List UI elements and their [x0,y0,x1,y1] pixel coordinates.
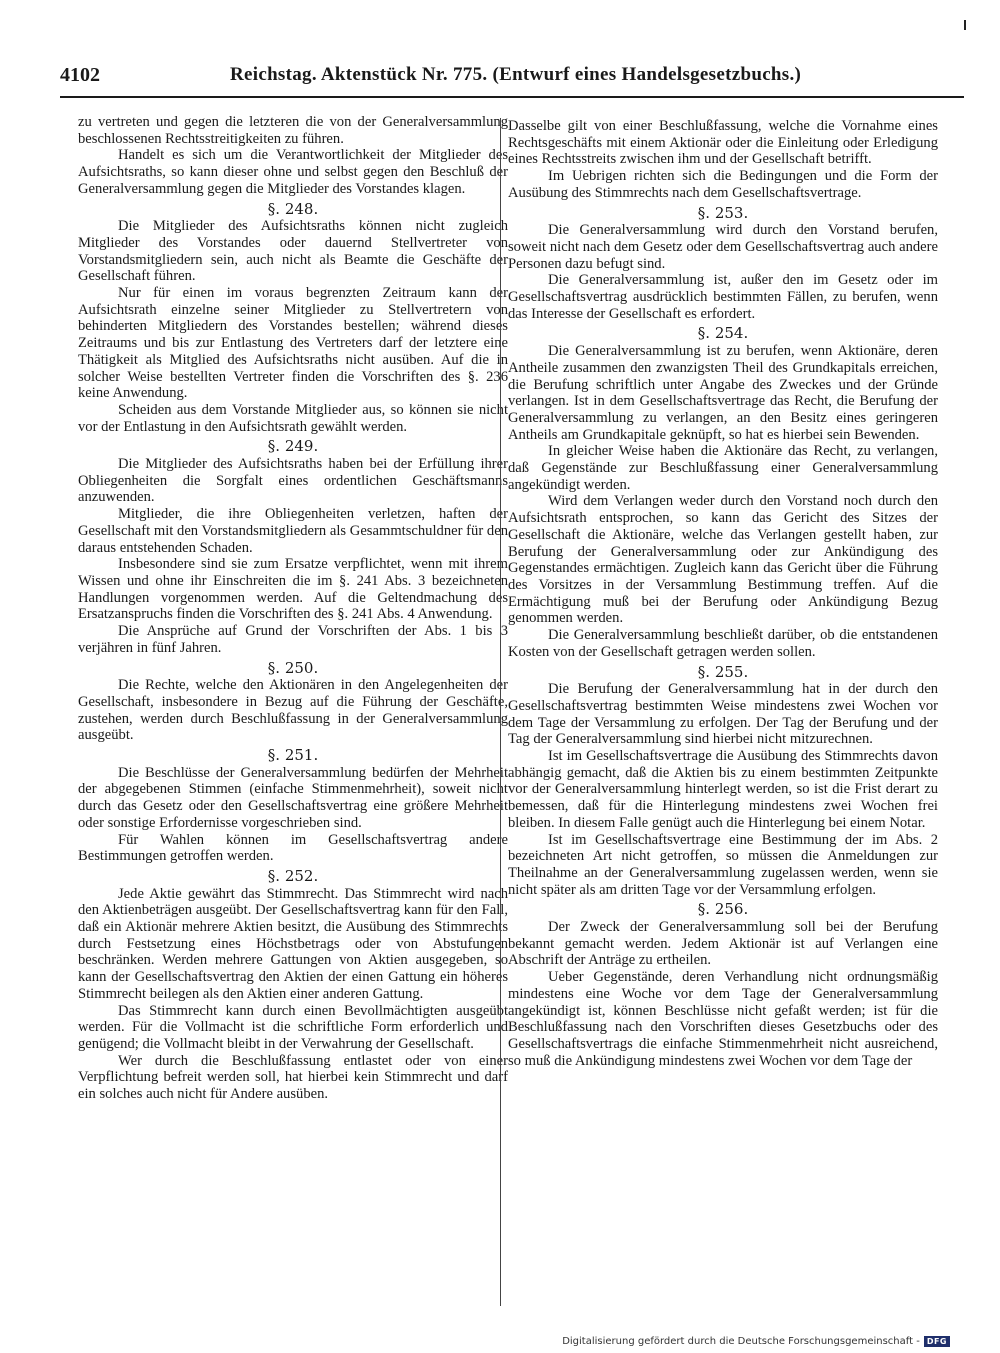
paragraph: Die Generalversammlung ist, außer den im Gesetz oder im Gesellschaftsvertrag ausdrücklich bestimmten Fällen, zu berufen, wenn das Interesse der Gesellschaft es erfordert. [508,272,938,322]
page-heading: Reichstag. Aktenstück Nr. 775. (Entwurf eines Handelsgesetzbuchs.) [230,64,802,85]
paragraph: Für Wahlen können im Gesellschaftsvertrag andere Bestimmungen getroffen werden. [78,831,508,865]
paragraph: Der Zweck der Generalversammlung soll bei der Berufung bekannt gemacht werden. Jedem Aktionär ist auf Verlangen eine Abschrift der Anträge zu ertheilen. [508,919,938,969]
section-heading: §. 252. [267,866,319,885]
page-number: 4102 [60,64,100,86]
section-heading: §. 253. [697,203,749,222]
paragraph: Die Mitglieder des Aufsichtsraths können nicht zugleich Mitglieder des Vorstandes oder dauernd Stellvertreter von Vorstandsmitgliedern sein, auch nicht als Beamte die Geschäfte der Gesellschaft führen. [78,218,508,285]
header-rule [60,96,964,98]
paragraph: Das Stimmrecht kann durch einen Bevollmächtigten ausgeübt werden. Für die Vollmacht ist die schriftliche Form erforderlich und genügend; die Vollmacht bleibt in der Verwahrung der Gesellschaft. [78,1002,508,1052]
column-divider [500,118,501,1306]
section-heading: §. 249. [267,437,319,456]
paragraph: Dasselbe gilt von einer Beschlußfassung, welche die Vornahme eines Rechtsgeschäfts mit einem Aktionär oder die Einleitung oder Erledigung eines Rechtsstreits zwischen ihm und der Gesellschaft betrifft. [508,118,938,168]
page-header [60,64,964,92]
paragraph: In gleicher Weise haben die Aktionäre das Recht, zu verlangen, daß Gegenstände zur Beschlußfassung einer Generalversammlung angekündigt werden. [508,443,938,493]
paragraph: Die Rechte, welche den Aktionären in den Angelegenheiten der Gesellschaft, insbesondere in Bezug auf die Führung der Geschäfte, zustehen, werden durch Beschlußfassung in der Generalversammlung ausgeübt. [78,677,508,744]
paragraph: Scheiden aus dem Vorstande Mitglieder aus, so können sie nicht vor der Entlastung in den Aufsichtsrath gewählt werden. [78,401,508,435]
scan-mark [964,20,966,30]
paragraph: Im Uebrigen richten sich die Bedingungen und die Form der Ausübung des Stimmrechts nach dem Gesellschaftsvertrage. [508,168,938,201]
right-column [508,118,938,1069]
left-column [78,114,508,1103]
paragraph: Die Beschlüsse der Generalversammlung bedürfen der Mehrheit der abgegebenen Stimmen (einfache Stimmenmehrheit), soweit nicht durch das Gesetz oder den Gesellschaftsvertrag eine größere Mehrheit oder sonstige Erfordernisse vorgeschrieben sind. [78,764,508,831]
paragraph: zu vertreten und gegen die letzteren die von der Generalversammlung beschlossenen Rechtsstreitigkeiten zu führen. [78,114,508,147]
paragraph: Die Generalversammlung wird durch den Vorstand berufen, soweit nicht nach dem Gesetz oder dem Gesellschaftsvertrag auch andere Personen dazu befugt sind. [508,222,938,272]
paragraph: Die Mitglieder des Aufsichtsraths haben bei der Erfüllung ihrer Obliegenheiten die Sorgfalt eines ordentlichen Geschäftsmanns anzuwenden. [78,456,508,506]
paragraph: Mitglieder, die ihre Obliegenheiten verletzen, haften der Gesellschaft mit den Vorstandsmitgliedern als Gesammtschuldner für den daraus entstehenden Schaden. [78,506,508,556]
paragraph: Wird dem Verlangen weder durch den Vorstand noch durch den Aufsichtsrath entsprochen, so kann das Gericht des Sitzes der Gesellschaft die Aktionäre, welche das Verlangen gestellt haben, zur Berufung der Generalversammlung oder zur Ankündigung des Gegenstandes ermächtigen. Zugleich kann das Gericht über die Führung des Vorsitzes in der Versammlung Bestimmung treffen. Auf die Ermächtigung muß bei der Berufung oder Ankündigung Bezug genommen werden. [508,493,938,627]
section-heading: §. 254. [697,324,749,343]
section-heading: §. 256. [697,900,749,919]
paragraph: Wer durch die Beschlußfassung entlastet oder von einer Verpflichtung befreit werden soll, hat hierbei kein Stimmrecht und darf ein solches auch nicht für Andere ausüben. [78,1052,508,1103]
paragraph: Ist im Gesellschaftsvertrage eine Bestimmung der im Abs. 2 bezeichneten Art nicht getroffen, so müssen die Anmeldungen zur Theilnahme an der Generalversammlung zugelassen werden, wenn sie nicht später als am dritten Tage vor der Versammlung erfolgen. [508,831,938,898]
paragraph: Die Ansprüche auf Grund der Vorschriften der Abs. 1 bis 3 verjähren in fünf Jahren. [78,623,508,656]
section-heading: §. 248. [267,199,319,218]
paragraph: Insbesondere sind sie zum Ersatze verpflichtet, wenn mit ihrem Wissen und ohne ihr Einschreiten die im §. 241 Abs. 3 bezeichneten Handlungen vorgenommen werden. Auf die Geltendmachung des Ersatzanspruchs finden die Vorschriften des §. 241 Abs. 4 Anwendung. [78,556,508,623]
paragraph: Ist im Gesellschaftsvertrage die Ausübung des Stimmrechts davon abhängig gemacht, daß die Aktien bis zu einem bestimmten Zeitpunkte vor der Generalversammlung hinterlegt werden, so ist die Frist derart zu bemessen, daß für die Hinterlegung mindestens zwei Wochen frei bleiben. In diesem Falle genügt auch die Hinterlegung bei einem Notar. [508,748,938,831]
section-heading: §. 251. [267,746,319,765]
footer-credit [562,1336,950,1347]
dfg-logo: DFG [924,1336,950,1347]
paragraph: Handelt es sich um die Verantwortlichkeit der Mitglieder des Aufsichtsraths, so kann dieser ohne und selbst gegen den Beschluß der Generalversammlung gegen die Mitglieder des Vorstandes klagen. [78,147,508,197]
section-heading: §. 255. [697,662,749,681]
paragraph: Nur für einen im voraus begrenzten Zeitraum kann der Aufsichtsrath einzelne seiner Mitglieder zu Stellvertretern von behinderten Mitgliedern des Vorstandes bestellen; während dieses Zeitraums und bis zur Entlastung des Vertreters darf der letztere eine Thätigkeit als Mitglied des Aufsichtsraths nicht ausüben. Auf die in solcher Weise bestellten Vertreter finden die Vorschriften des §. 236 keine Anwendung. [78,285,508,402]
paragraph: Die Berufung der Generalversammlung hat in der durch den Gesellschaftsvertrag bestimmten Weise mindestens zwei Wochen vor dem Tage der Versammlung zu erfolgen. Der Tag der Berufung und der Tag der Generalversammlung sind hierbei nicht mitzurechnen. [508,681,938,748]
paragraph: Ueber Gegenstände, deren Verhandlung nicht ordnungsmäßig mindestens eine Woche vor dem Tage der Generalversammlung angekündigt ist, können Beschlüsse nicht gefaßt werden; ist für die Beschlußfassung nach den Vorschriften dieses Gesetzbuchs oder des Gesellschaftsvertrags die einfache Stimmenmehrheit nicht ausreichend, so muß die Ankündigung mindestens zwei Wochen vor dem Tage der [508,969,938,1069]
paragraph: Die Generalversammlung beschließt darüber, ob die entstandenen Kosten von der Gesellschaft getragen werden sollen. [508,627,938,660]
paragraph: Jede Aktie gewährt das Stimmrecht. Das Stimmrecht wird nach den Aktienbeträgen ausgeübt. Der Gesellschaftsvertrag kann für den Fall, daß ein Aktionär mehrere Aktien besitzt, die Ausübung des Stimmrechts durch Festsetzung eines Höchstbetrags oder von Abstufungen beschränken. Werden mehrere Gattungen von Aktien ausgegeben, so kann der Gesellschaftsvertrag den Aktien der einen Gattung ein höheres Stimmrecht beilegen als den Aktien einer anderen Gattung. [78,885,508,1002]
paragraph: Die Generalversammlung ist zu berufen, wenn Aktionäre, deren Antheile zusammen den zwanzigsten Theil des Grundkapitals erreichen, die Berufung schriftlich unter Angabe des Zweckes und der Gründe verlangen. Ist in dem Gesellschaftsvertrage das Recht, die Berufung der Generalversammlung zu verlangen, an den Besitz eines geringeren Antheils am Grundkapitale geknüpft, so hat es hierbei sein Bewenden. [508,343,938,443]
digitization-credit: Digitalisierung gefördert durch die Deutsche Forschungsgemeinschaft - [562,1336,920,1347]
section-heading: §. 250. [267,658,319,677]
